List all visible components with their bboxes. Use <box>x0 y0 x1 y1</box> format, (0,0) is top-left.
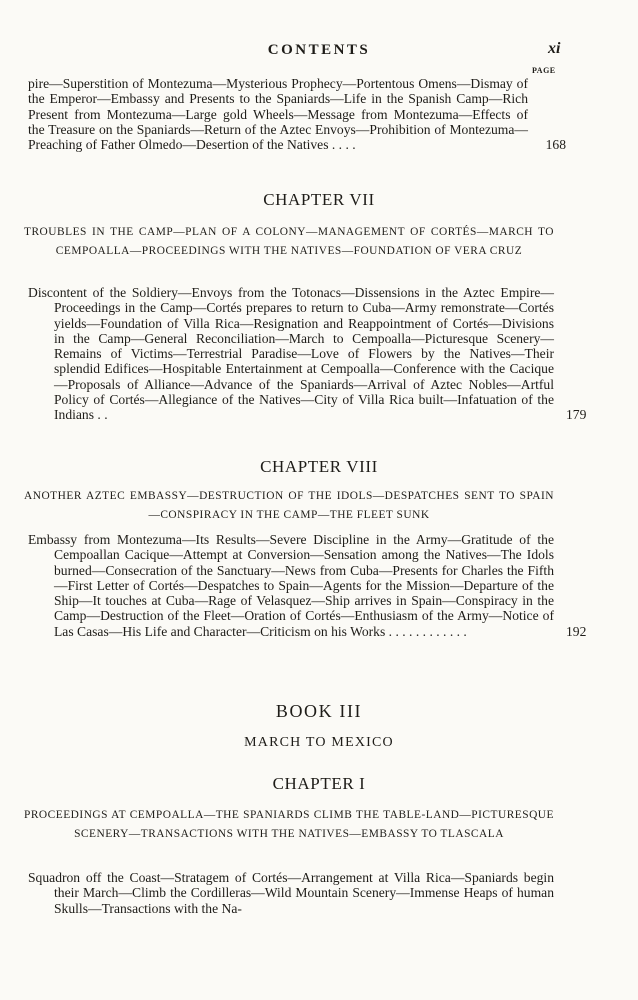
page-number: 168 <box>545 137 566 153</box>
entry-text: pire—Superstition of Montezuma—Mysterious Prophecy—Portentous Omens—Dismay of the Emperor—Embassy and Presents to the Spaniards—Life in the Spanish Camp—Rich Present from Montezuma—Large gold Wheels—Message from Montezuma—Effects of the Treasure on the Spaniards—Return of the Aztec Envoys—Prohibition of Montezuma—Preaching of Father Olmedo—Desertion of the Natives . . . . <box>28 76 528 153</box>
chapter-heading: CHAPTER I <box>272 774 366 793</box>
chapter-heading: CHAPTER VIII <box>260 457 378 476</box>
chapter-summary: ANOTHER AZTEC EMBASSY—DESTRUCTION OF THE IDOLS—DESPATCHES SENT TO SPAIN—CONSPIRACY IN THE CAMP—THE FLEET SUNK <box>24 490 554 521</box>
entry-text: Discontent of the Soldiery—Envoys from the Totonacs—Dissensions in the Aztec Empire—Proceedings in the Camp—Cortés prepares to return to Cuba—Army remonstrate—Cortés yields—Foundation of Villa Rica—Resignation and Reappointment of Cortés—Divisions in the Camp—General Reconciliation—March to Cempoalla—Picturesque Scenery—Remains of Victims—Terrestrial Paradise—Love of Flowers by the Natives—Their splendid Edifices—Hospitable Entertainment at Cempoalla—Conference with the Cacique—Proposals of Alliance—Advance of the Spaniards—Arrival of Aztec Nobles—Artful Policy of Cortés—Allegiance of the Natives—City of Villa Rica built—Infatuation of the Indians . . <box>28 285 554 423</box>
page-column-label: PAGE <box>532 66 556 75</box>
book-heading: BOOK III <box>275 701 363 721</box>
toc-entry: Discontent of the Soldiery—Envoys from the Totonacs—Dissensions in the Aztec Empire—Proceedings in the Camp—Cortés prepares to return to Cuba—Army remonstrate—Cortés yields—Foundation of Villa Rica—Resignation and Reappointment of Cortés—Divisions in the Camp—General Reconciliation—March to Cempoalla—Picturesque Scenery—Remains of Victims—Terrestrial Paradise—Love of Flowers by the Natives—Their splendid Edifices—Hospitable Entertainment at Cempoalla—Conference with the Cacique—Proposals of Alliance—Advance of the Spaniards—Arrival of Aztec Nobles—Artful Policy of Cortés—Allegiance of the Natives—City of Villa Rica built—Infatuation of the Indians . . 179 <box>28 285 587 423</box>
toc-entry <box>28 870 554 916</box>
book-subheading: MARCH TO MEXICO <box>244 735 394 750</box>
entry-text: Squadron off the Coast—Stratagem of Cortés—Arrangement at Villa Rica—Spaniards begin their March—Climb the Cordilleras—Wild Mountain Scenery—Immense Heaps of human Skulls—Transactions with the Na- <box>28 870 554 916</box>
page-folio: xi <box>548 40 561 57</box>
toc-entry: Embassy from Montezuma—Its Results—Severe Discipline in the Army—Gratitude of the Cempoallan Cacique—Attempt at Conversion—Sensation among the Natives—The Idols burned—Consecration of the Sanctuary—News from Cuba—Presents for Charles the Fifth—First Letter of Cortés—Despatches to Spain—Agents for the Mission—Departure of the Ship—It touches at Cuba—Rage of Velasquez—Ship arrives in Spain—Conspiracy in the Camp—Destruction of the Fleet—Oration of Cortés—Enthusiasm of the Army—Notice of Las Casas—His Life and Character—Criticism on his Works . . . . . . . . . . . . 192 <box>28 532 587 639</box>
chapter-summary: PROCEEDINGS AT CEMPOALLA—THE SPANIARDS CLIMB THE TABLE-LAND—PICTURESQUE SCENERY—TRANSACTIONS WITH THE NATIVES—EMBASSY TO TLASCALA <box>24 809 554 840</box>
entry-text: Embassy from Montezuma—Its Results—Severe Discipline in the Army—Gratitude of the Cempoallan Cacique—Attempt at Conversion—Sensation among the Natives—The Idols burned—Consecration of the Sanctuary—News from Cuba—Presents for Charles the Fifth—First Letter of Cortés—Despatches to Spain—Agents for the Mission—Departure of the Ship—It touches at Cuba—Rage of Velasquez—Ship arrives in Spain—Conspiracy in the Camp—Destruction of the Fleet—Oration of Cortés—Enthusiasm of the Army—Notice of Las Casas—His Life and Character—Criticism on his Works . . . . . . . . . . . . <box>28 532 554 639</box>
running-head: CONTENTS <box>267 42 371 58</box>
chapter-heading: CHAPTER VII <box>263 190 375 209</box>
chapter-summary: TROUBLES IN THE CAMP—PLAN OF A COLONY—MANAGEMENT OF CORTÉS—MARCH TO CEMPOALLA—PROCEEDINGS WITH THE NATIVES—FOUNDATION OF VERA CRUZ <box>24 226 554 257</box>
toc-entry-continued <box>28 76 566 153</box>
